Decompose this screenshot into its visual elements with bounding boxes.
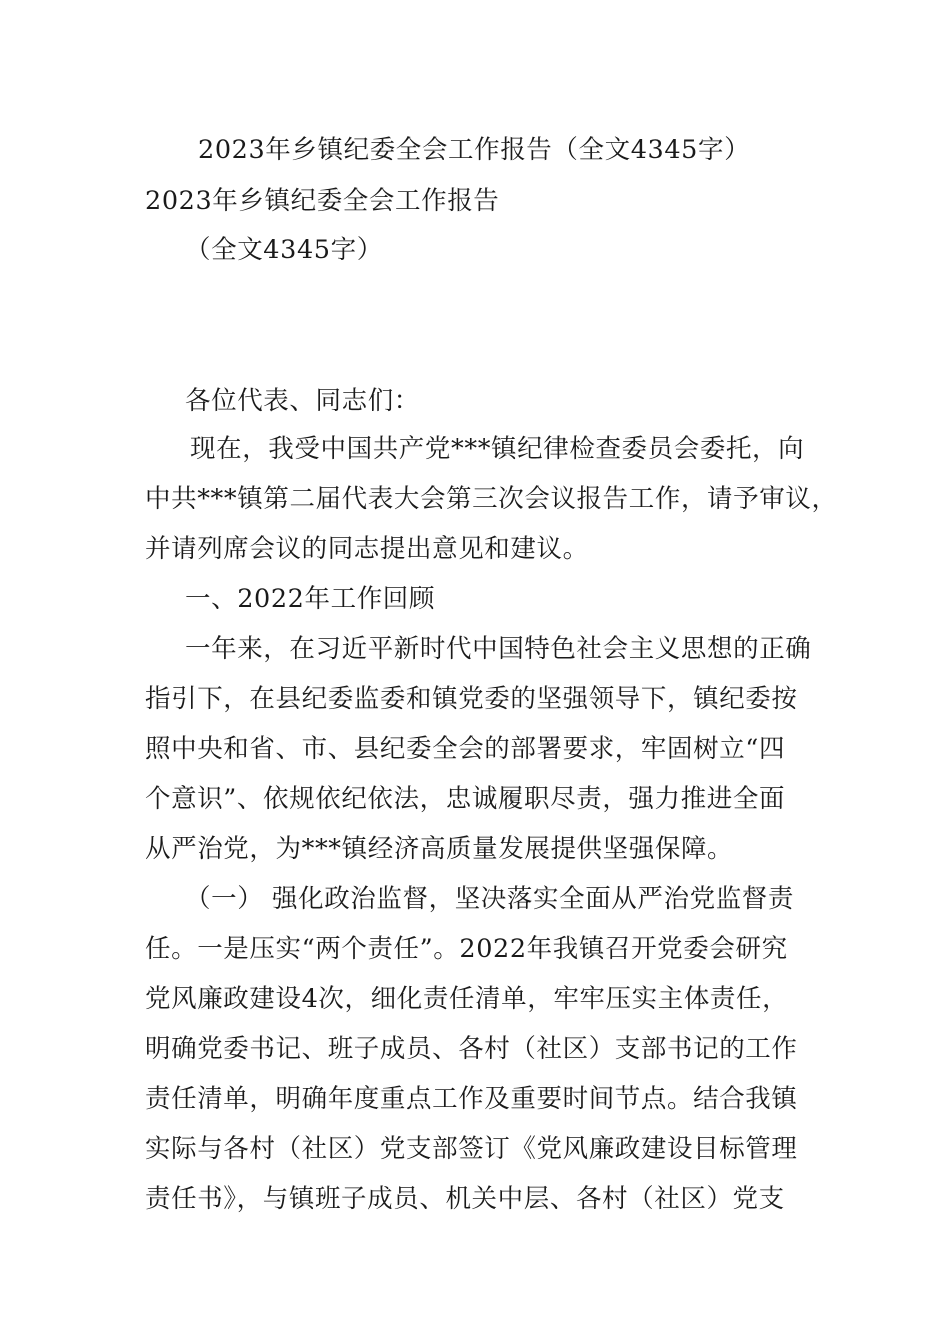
intro-line: 现在，我受中国共产党***镇纪律检查委员会委托，向 [190,434,805,464]
review-line: 照中央和省、市、县纪委全会的部署要求，牢固树立“四 [145,734,786,764]
review-line: 一年来，在习近平新时代中国特色社会主义思想的正确 [185,634,812,664]
subsection-line: 责任清单，明确年度重点工作及重要时间节点。结合我镇 [145,1084,798,1114]
subsection-line: 实际与各村（社区）党支部签订《党风廉政建设目标管理 [145,1134,798,1164]
review-line: 从严治党，为***镇经济高质量发展提供坚强保障。 [145,834,734,864]
greeting: 各位代表、同志们： [185,386,420,416]
subsection-line: 任。一是压实“两个责任”。2022年我镇召开党委会研究 [145,934,788,964]
subsection-line: 明确党委书记、班子成员、各村（社区）支部书记的工作 [145,1034,798,1064]
review-line: 个意识”、依规依纪依法，忠诚履职尽责，强力推进全面 [145,784,786,814]
section-heading: 一、2022年工作回顾 [185,584,435,614]
subsection-line: 责任书》，与镇班子成员、机关中层、各村（社区）党支 [145,1184,785,1214]
document-subtitle: 2023年乡镇纪委全会工作报告 [145,186,500,216]
document-title: 2023年乡镇纪委全会工作报告（全文4345字） [198,135,751,165]
review-line: 指引下，在县纪委监委和镇党委的坚强领导下，镇纪委按 [145,684,798,714]
intro-line: 并请列席会议的同志提出意见和建议。 [145,534,589,564]
subsection-line: 党风廉政建设4次，细化责任清单，牢牢压实主体责任， [145,984,789,1014]
word-count: （全文4345字） [185,235,383,265]
subsection-line: （一） 强化政治监督，坚决落实全面从严治党监督责 [185,884,795,914]
intro-line: 中共***镇第二届代表大会第三次会议报告工作，请予审议， [145,484,838,514]
